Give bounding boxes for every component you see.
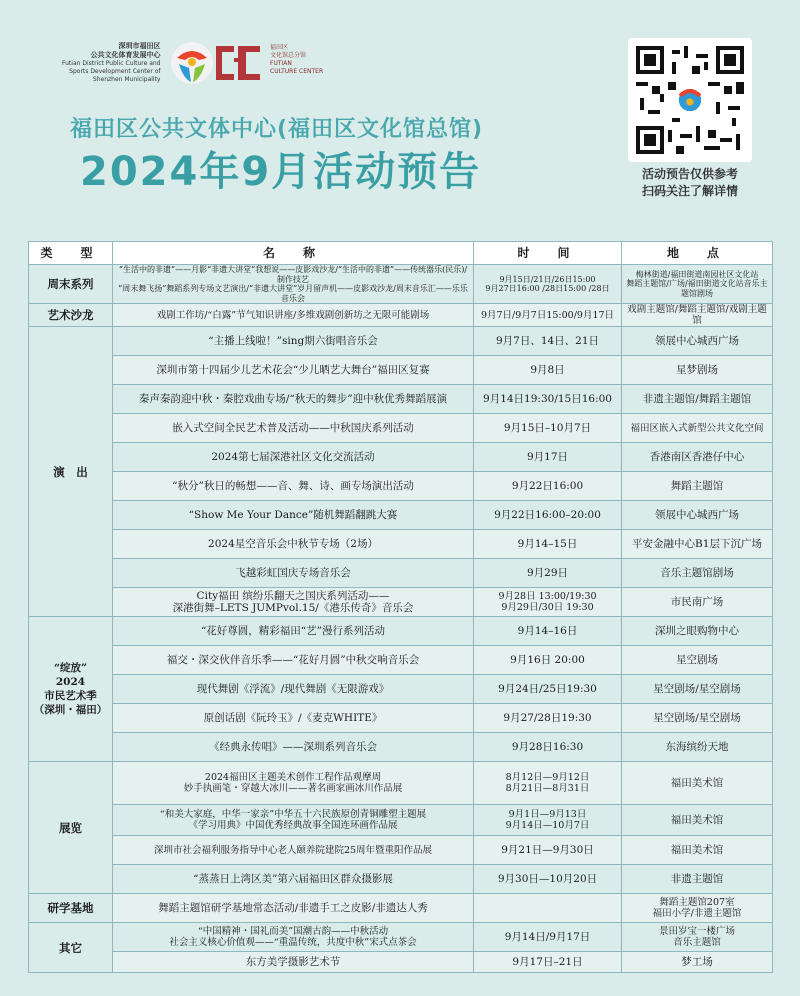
cell-activity-name (113, 923, 474, 952)
table-row (29, 501, 773, 530)
table-row (29, 304, 773, 327)
cell-activity-place (622, 952, 773, 973)
activity-time-line: 9月22日16:00–20:00 (494, 509, 601, 521)
cell-activity-place (622, 443, 773, 472)
schedule-body (29, 265, 773, 973)
table-row (29, 675, 773, 704)
qr-code-icon (636, 46, 744, 154)
header-place: 地 点 (622, 242, 773, 265)
cell-activity-name (113, 530, 474, 559)
cell-activity-name (113, 894, 474, 923)
cell-activity-place (622, 414, 773, 443)
activity-place-line: 星空剧场/星空剧场 (653, 712, 741, 724)
cell-activity-place (622, 501, 773, 530)
logo2-line: 文化馆总分馆 (270, 52, 307, 59)
table-row (29, 385, 773, 414)
activity-name-line: “主播上线啦！”sing期六街唱音乐会 (208, 335, 378, 347)
activity-time-line: 9月14–16日 (517, 625, 578, 637)
table-row (29, 265, 773, 304)
activity-time-line: 9月28日16:30 (511, 741, 584, 753)
activity-place-line: 舞蹈主题馆/广场/福田街道文化站音乐主题馆剧场 (626, 279, 768, 298)
activity-time-line: 9月7日、14日、21日 (495, 335, 600, 347)
activity-name-line: 戏剧工作坊/“白露”节气知识讲座/多维戏剧创新坊之无限可能剧场 (156, 309, 430, 321)
table-row (29, 762, 773, 805)
activity-place-line: 福田美术馆 (670, 814, 724, 826)
activity-place-line: 景田岁宝一楼广场 (658, 926, 735, 937)
cell-activity-place (622, 304, 773, 327)
activity-time-line: 9月28日 13:00/19:30 (498, 591, 597, 602)
activity-place-line: 福田美术馆 (670, 844, 724, 856)
activity-name-line: 2024福田区主题美术创作工程作品观摩周 (204, 772, 382, 783)
activity-time-line: 9月17日–21日 (512, 956, 583, 968)
activity-place-line: 舞蹈主题馆207室 (659, 897, 735, 908)
activity-place-line: 音乐主题馆剧场 (660, 567, 734, 579)
activity-place-line: 平安金融中心B1层下沉广场 (632, 538, 762, 550)
table-row (29, 733, 773, 762)
header-time: 时 间 (474, 242, 622, 265)
cell-activity-time (474, 327, 622, 356)
activity-time-line: 9月29日/30日 19:30 (501, 602, 594, 613)
cell-activity-name (113, 559, 474, 588)
cell-activity-time (474, 952, 622, 973)
activity-name-line: 舞蹈主题馆研学基地常态活动/非遗手工之皮影/非遗达人秀 (158, 902, 428, 914)
cell-activity-name (113, 472, 474, 501)
activity-place-line: 非遗主题馆 (670, 873, 724, 885)
cell-activity-place (622, 385, 773, 414)
activity-place-line: 领展中心城西广场 (655, 509, 739, 521)
activity-time-line: 9月14日19:30/15日16:00 (483, 393, 612, 405)
activity-name-line: 深港街舞–LETS JUMPvol.15/《港乐传奇》音乐会 (172, 602, 414, 614)
activity-name-line: 《经典永传唱》——深圳系列音乐会 (209, 741, 377, 753)
table-row (29, 472, 773, 501)
qr-code[interactable] (628, 38, 752, 162)
cell-activity-time (474, 865, 622, 894)
activity-name-line: 2024星空音乐会中秋节专场（2场） (208, 538, 378, 550)
cell-category: “绽放” 2024 市民艺术季 （深圳・福田） (29, 617, 113, 762)
table-row (29, 704, 773, 733)
cell-activity-place (622, 704, 773, 733)
activity-time-line: 9月7日/9月7日15:00/9月17日 (480, 309, 615, 321)
cell-activity-place (622, 356, 773, 385)
table-header-row (29, 242, 773, 265)
cell-category: 其它 (29, 923, 113, 973)
activity-name-line: “和美大家庭，中华一家亲”中华五十六民族原创青铜雕塑主题展 (159, 809, 427, 820)
table-row (29, 356, 773, 385)
table-row (29, 646, 773, 675)
header-type: 类 型 (29, 242, 113, 265)
cell-activity-place (622, 265, 773, 304)
activity-place-line: 福田区嵌入式新型公共文化空间 (630, 422, 764, 434)
cell-activity-time (474, 733, 622, 762)
activity-name-line: “Show Me Your Dance”随机舞蹈翻跳大赛 (188, 509, 398, 521)
cell-activity-place (622, 923, 773, 952)
cell-activity-name (113, 414, 474, 443)
activity-place-line: 梦工场 (681, 956, 713, 968)
logo2-line: 福田区 (270, 44, 289, 51)
activity-time-line: 9月14日/9月17日 (504, 931, 591, 943)
activity-name-line: 秦声秦韵迎中秋・秦腔戏曲专场/“秋天的舞步”迎中秋优秀舞蹈展演 (138, 393, 448, 405)
cell-activity-name (113, 836, 474, 865)
table-row (29, 414, 773, 443)
activity-place-line: 领展中心城西广场 (655, 335, 739, 347)
cell-activity-time (474, 894, 622, 923)
cell-activity-name (113, 588, 474, 617)
cell-activity-place (622, 733, 773, 762)
cell-activity-time (474, 443, 622, 472)
cell-activity-place (622, 836, 773, 865)
cell-activity-name (113, 952, 474, 973)
activity-place-line: 星空剧场/星空剧场 (653, 683, 741, 695)
table-row (29, 805, 773, 836)
cell-activity-time (474, 805, 622, 836)
logo1-line: Sports Development Center of (69, 68, 161, 75)
table-row (29, 588, 773, 617)
cell-activity-place (622, 805, 773, 836)
activity-name-line: “秋分”秋日的畅想——音、舞、诗、画专场演出活动 (172, 480, 414, 492)
cell-category: 演 出 (29, 327, 113, 617)
table-row (29, 952, 773, 973)
cell-activity-place (622, 472, 773, 501)
cell-activity-time (474, 530, 622, 559)
logo1-line: 公共文化体育发展中心 (90, 51, 161, 59)
cell-activity-name (113, 646, 474, 675)
cell-activity-place (622, 617, 773, 646)
activity-place-line: 梅林街道/福田街道南园社区文化站 (635, 269, 759, 279)
cell-category: 展览 (29, 762, 113, 894)
cell-category: 研学基地 (29, 894, 113, 923)
activity-name-line: 福交・深交伙伴音乐季——“花好月圆”中秋交响音乐会 (166, 654, 420, 666)
activity-place-line: 戏剧主题馆/舞蹈主题馆/戏剧主题馆 (627, 304, 767, 326)
logo1-line: Shenzhen Municipality (92, 76, 161, 83)
cell-activity-name (113, 762, 474, 805)
activity-name-line: “花好尊圆，精彩福田“艺”漫行系列活动 (200, 625, 386, 637)
cell-activity-place (622, 762, 773, 805)
table-row (29, 443, 773, 472)
activity-place-line: 市民南广场 (670, 596, 724, 608)
activity-time-line: 9月14日—10月7日 (505, 820, 590, 831)
cell-activity-name (113, 675, 474, 704)
cell-activity-place (622, 894, 773, 923)
cell-activity-place (622, 327, 773, 356)
activity-time-line: 9月24日/25日19:30 (498, 683, 597, 695)
header-name: 名 称 (113, 242, 474, 265)
header (0, 0, 800, 236)
table-row (29, 617, 773, 646)
activity-name-line: 《学习用典》中国优秀经典故事全国连环画作品展 (188, 820, 398, 831)
cell-activity-place (622, 675, 773, 704)
activity-place-line: 音乐主题馆 (673, 937, 721, 948)
activity-name-line: 东方美学摄影艺术节 (245, 956, 341, 968)
activity-place-line: 星空剧场 (676, 654, 718, 666)
table-row (29, 923, 773, 952)
activity-place-line: 星梦剧场 (676, 364, 718, 376)
activity-time-line: 9月30日—10月20日 (497, 873, 598, 885)
activity-time-line: 9月8日 (530, 364, 565, 376)
cell-activity-time (474, 923, 622, 952)
activity-name-line: 深圳市社会福利服务指导中心老人颐养院建院25周年暨重阳作品展 (153, 844, 433, 856)
table-row (29, 894, 773, 923)
cell-activity-name (113, 443, 474, 472)
activity-place-line: 福田小学/非遗主题馆 (652, 908, 742, 919)
cell-activity-name (113, 501, 474, 530)
activity-name-line: 飞越彩虹国庆专场音乐会 (235, 567, 351, 579)
activity-name-line: “蒸蒸日上湾区美”第六届福田区群众摄影展 (193, 873, 393, 885)
cell-activity-time (474, 385, 622, 414)
activity-time-line: 9月15日/21日/26日15:00 (499, 274, 596, 284)
cell-activity-time (474, 675, 622, 704)
activity-name-line: “周末舞飞扬”舞蹈系列专场文艺演出/“非遗大讲堂”岁月留声机——皮影戏沙龙/周末音乐汇——乐乐音乐会 (118, 284, 468, 303)
cell-activity-name (113, 733, 474, 762)
cell-activity-place (622, 865, 773, 894)
activity-name-line: 原创话剧《阮玲玉》/《麦克WHITE》 (203, 712, 383, 724)
activity-name-line: “生活中的非遗”——月影“非遗大讲堂”我想说——皮影戏沙龙/“生活中的非遗”——传统器乐(民乐)/制作技艺 (118, 265, 468, 284)
activity-name-line: 现代舞剧《浮流》/现代舞剧《无限游戏》 (196, 683, 390, 695)
table-row (29, 530, 773, 559)
table-row (29, 327, 773, 356)
cell-activity-place (622, 530, 773, 559)
activity-place-line: 香港南区香港仔中心 (649, 451, 745, 463)
cell-activity-name (113, 385, 474, 414)
cell-activity-name (113, 356, 474, 385)
activity-place-line: 东海缤纷天地 (665, 741, 729, 753)
cell-activity-time (474, 762, 622, 805)
cell-activity-name (113, 805, 474, 836)
activity-time-line: 9月22日16:00 (511, 480, 584, 492)
activity-time-line: 9月27/28日19:30 (503, 712, 592, 724)
activity-time-line: 9月16日 20:00 (510, 654, 585, 666)
activity-time-line: 9月21日—9月30日 (501, 844, 594, 856)
cell-activity-time (474, 414, 622, 443)
cell-activity-name (113, 704, 474, 733)
activity-name-line: 嵌入式空间全民艺术普及活动——中秋国庆系列活动 (172, 422, 414, 434)
activity-name-line: 妙手执画笔・穿越大冰川——著名画家画冰川作品展 (183, 783, 403, 794)
activity-time-line: 8月12日—9月12日 (505, 772, 590, 783)
cell-activity-name (113, 327, 474, 356)
activity-place-line: 非遗主题馆/舞蹈主题馆 (642, 393, 752, 405)
activity-name-line: City福田 缤纷乐翻天之国庆系列活动—— (196, 590, 390, 602)
cell-activity-time (474, 646, 622, 675)
culture-sports-center-logo (62, 40, 215, 86)
qr-note-line: 活动预告仅供参考 (641, 167, 738, 181)
cell-activity-time (474, 304, 622, 327)
activity-time-line: 9月14–15日 (517, 538, 578, 550)
table-row (29, 836, 773, 865)
activity-name-line: “中国精神・国礼而美”国潮古韵——中秋活动 (197, 926, 389, 937)
page-title: 2024年9月活动预告 (80, 149, 482, 195)
qr-note-line: 扫码关注了解详情 (641, 184, 738, 198)
culture-center-logo (212, 40, 323, 80)
cell-activity-time (474, 617, 622, 646)
activity-name-line: 深圳市第十四届少儿艺术花会“少儿晒艺大舞台”福田区复赛 (156, 364, 430, 376)
person-figure-icon (169, 40, 215, 86)
cell-activity-name (113, 617, 474, 646)
logo1-line: Futian District Public Culture and (62, 60, 161, 67)
activity-name-line: 社会主义核心价值观——“重温传统，共度中秋”宋式点茶会 (169, 937, 417, 948)
organization-name: 福田区公共文体中心(福田区文化馆总馆) (70, 117, 484, 142)
fc-emblem-icon (212, 40, 264, 80)
cell-activity-place (622, 559, 773, 588)
activity-place-line: 舞蹈主题馆 (670, 480, 724, 492)
cell-activity-time (474, 588, 622, 617)
activity-time-line: 9月1日—9月13日 (508, 809, 587, 820)
logo2-line: FUTIAN (270, 60, 292, 67)
activity-name-line: 2024第七届深港社区文化交流活动 (211, 451, 375, 463)
cell-activity-place (622, 646, 773, 675)
cell-activity-time (474, 501, 622, 530)
logo2-line: CULTURE CENTER (270, 68, 324, 75)
activity-time-line: 9月29日 (526, 567, 569, 579)
cell-activity-time (474, 265, 622, 304)
cell-activity-time (474, 356, 622, 385)
activity-place-line: 深圳之眼购物中心 (655, 625, 739, 637)
cell-activity-name (113, 865, 474, 894)
cell-category: 艺术沙龙 (29, 304, 113, 327)
cell-activity-name (113, 265, 474, 304)
activity-place-line: 福田美术馆 (670, 777, 724, 789)
activity-time-line: 9月27日16:00 /28日15:00 /28日 (485, 284, 610, 293)
activity-time-line: 9月15日–10月7日 (503, 422, 592, 434)
activity-time-line: 8月21日—8月31日 (505, 783, 590, 794)
cell-activity-time (474, 472, 622, 501)
activity-time-line: 9月17日 (526, 451, 569, 463)
logo1-line: 深圳市福田区 (118, 42, 161, 50)
cell-activity-time (474, 836, 622, 865)
cell-activity-name (113, 304, 474, 327)
cell-category: 周末系列 (29, 265, 113, 304)
cell-activity-place (622, 588, 773, 617)
qr-note (622, 166, 758, 200)
schedule-table (28, 241, 773, 973)
table-row (29, 865, 773, 894)
cell-activity-time (474, 559, 622, 588)
cell-activity-time (474, 704, 622, 733)
table-row (29, 559, 773, 588)
